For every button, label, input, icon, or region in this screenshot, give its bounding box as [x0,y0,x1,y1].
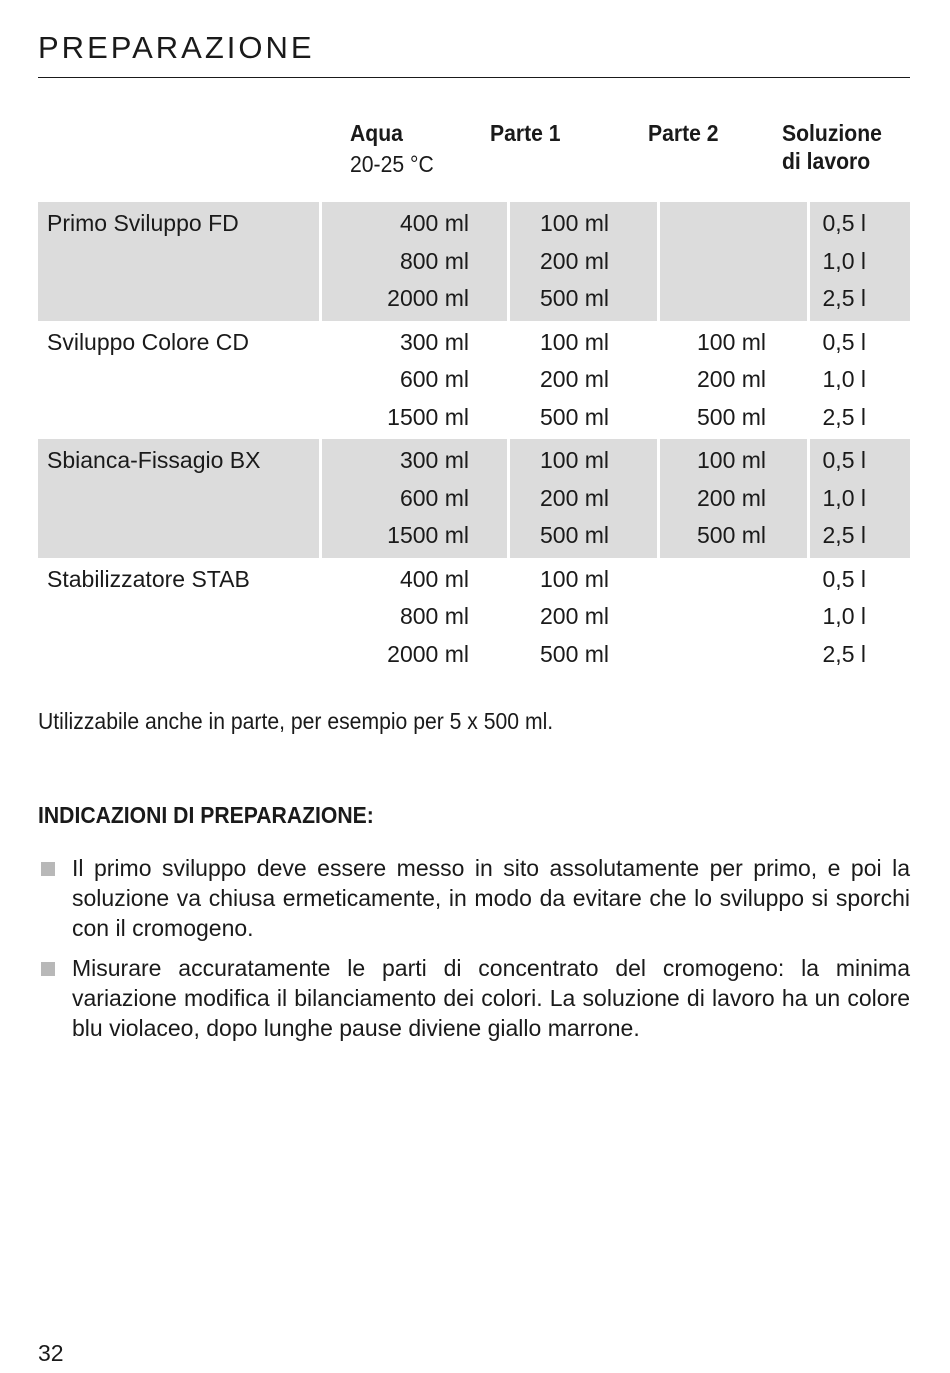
row-label: Primo Sviluppo FD [38,202,319,321]
column-header-aqua [350,119,434,178]
cell-parte2 [657,558,807,677]
cell-value: 1,0 l [822,247,866,274]
instructions-heading: INDICAZIONI DI PREPARAZIONE: [38,802,374,828]
cell-value: 200 ml [697,366,767,392]
table-row [38,202,910,321]
page-number: 32 [38,1340,64,1366]
cell-value: 1,0 l [822,366,866,392]
cell-value [660,598,807,636]
column-header-soluzione-sub: di lavoro [782,148,871,174]
cell-aqua [319,202,507,321]
cell-value: 100 ml [697,447,767,473]
row-label: Sviluppo Colore CD [47,328,249,355]
cell-value: 300 ml [399,447,469,473]
cell-value [660,243,807,281]
cell-aqua [319,439,507,558]
cell-value: 2000 ml [387,285,469,311]
cell-value [660,561,807,599]
cell-value: 200 ml [540,366,610,392]
column-header-aqua-temperature: 20-25 °C [350,151,434,177]
cell-soluzione [807,558,910,677]
cell-value [660,636,807,674]
cell-value: 600 ml [399,484,469,511]
cell-value: 100 ml [540,328,610,355]
row-label: Sbianca-Fissagio BX [38,439,319,558]
cell-value: 2000 ml [387,640,469,667]
column-header-parte2: Parte 2 [648,120,719,146]
cell-value: 0,5 l [822,447,866,473]
cell-value: 0,5 l [822,328,866,355]
cell-value: 500 ml [540,285,610,311]
cell-value: 500 ml [540,522,610,548]
cell-parte1 [507,558,657,677]
title-divider [38,77,910,78]
cell-value: 400 ml [399,565,469,592]
cell-soluzione [807,439,910,558]
cell-value: 300 ml [399,328,469,355]
cell-parte1 [507,439,657,558]
instruction-item [38,953,910,1043]
preparation-table [38,202,910,676]
cell-aqua [319,321,507,440]
cell-value: 0,5 l [822,565,866,592]
bullet-square-icon [41,862,55,876]
cell-value: 200 ml [540,603,610,629]
cell-value: 1500 ml [387,522,469,548]
cell-value: 100 ml [540,210,610,236]
cell-value [660,205,807,243]
cell-parte2 [657,439,807,558]
cell-value: 500 ml [540,640,610,667]
cell-value: 2,5 l [822,640,866,667]
cell-value: 200 ml [697,484,767,511]
usage-note: Utilizzabile anche in parte, per esempio per 5 x 500 ml. [38,708,554,734]
page-title: PREPARAZIONE [38,30,315,65]
cell-value: 0,5 l [822,210,866,236]
cell-value: 1,0 l [822,603,866,629]
cell-value: 100 ml [697,328,767,355]
cell-value: 2,5 l [822,403,866,430]
instruction-text: Misurare accuratamente le parti di concentrato del cromogeno: la minima variazione modifica il bilanciamento dei colori. La soluzione di lavoro ha un colore blu violaceo, dopo lunghe pause diviene giallo marrone. [72,955,910,1041]
cell-value: 800 ml [399,247,469,274]
cell-value: 500 ml [540,403,610,430]
cell-value: 2,5 l [822,285,866,311]
column-header-soluzione [782,119,882,175]
cell-value [660,280,807,318]
cell-value: 800 ml [399,603,469,629]
instructions-list [38,853,910,1053]
cell-value: 200 ml [540,247,610,274]
column-header-aqua-label: Aqua [350,120,403,146]
cell-value: 600 ml [399,366,469,392]
instruction-item [38,853,910,943]
bullet-square-icon [41,962,55,976]
cell-value: 100 ml [540,565,610,592]
cell-soluzione [807,321,910,440]
cell-value: 100 ml [540,447,610,473]
cell-parte1 [507,202,657,321]
cell-value: 400 ml [399,210,469,236]
cell-parte2 [657,202,807,321]
cell-value: 2,5 l [822,522,866,548]
cell-aqua [319,558,507,677]
cell-soluzione [807,202,910,321]
column-header-soluzione-label: Soluzione [782,120,882,146]
table-row [38,321,910,440]
cell-parte2 [657,321,807,440]
cell-value: 500 ml [697,522,767,548]
instruction-text: Il primo sviluppo deve essere messo in sito assolutamente per primo, e poi la soluzione va chiusa ermeticamente, in modo da evitare che lo sviluppo si sporchi con il cromogeno. [72,855,910,941]
cell-value: 200 ml [540,484,610,511]
cell-value: 1,0 l [822,484,866,511]
cell-value: 1500 ml [387,403,469,430]
table-row [38,439,910,558]
row-label: Stabilizzatore STAB [47,565,250,592]
cell-value: 500 ml [697,403,767,430]
table-row [38,558,910,677]
column-header-parte1: Parte 1 [490,120,561,146]
cell-parte1 [507,321,657,440]
